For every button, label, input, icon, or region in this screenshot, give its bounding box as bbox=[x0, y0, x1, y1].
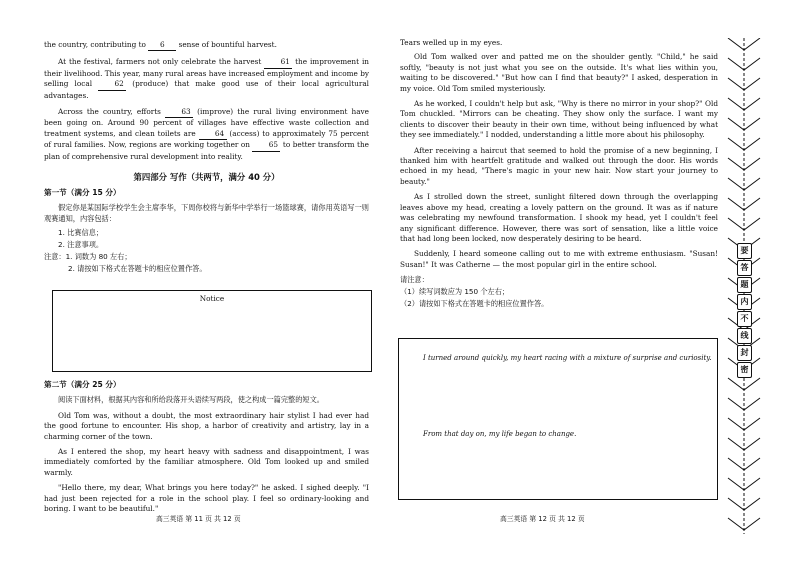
section-1-note-1: 注意：1. 词数为 80 左右； bbox=[44, 252, 132, 262]
seal-stamp-8: 密 bbox=[737, 362, 752, 378]
right-note-label: 请注意： bbox=[400, 275, 429, 285]
story-paragraph-3: "Hello there, my dear, What brings you here today?" he asked. I sighed deeply. "I had just been rejected for a role in the school play. I feel so ordinary-looking and boring. I want to be beautiful." bbox=[44, 483, 369, 514]
page-footer-right: 高三英语 第 12 页 共 12 页 bbox=[500, 515, 585, 523]
seal-stamp-2: 答 bbox=[737, 260, 752, 276]
blank-65: 65 bbox=[252, 140, 280, 151]
story-paragraph-5: Old Tom walked over and patted me on the shoulder gently. "Child," he said softly, "beauty is not just what you see on the outside. It's what lies within you, waiting to be discovered." "But how can I find that beauty?" I asked, desperation in my voice. Old Tom smiled mysteriously. bbox=[400, 52, 718, 93]
continuation-opening-1: I turned around quickly, my heart racing with a mixture of surprise and curiosity. bbox=[423, 354, 712, 362]
passage-paragraph-3: Across the country, efforts 63 (improve) the rural living environment have been going on. Around 90 percent of villages have effective waste collection and treatment systems, and clean toilets are 64 (access) to approximately 75 percent of rural families. Now, regions are working together on 65 to better transform the plan of comprehensive rural development into reality. bbox=[44, 107, 369, 161]
blank-61: 61 bbox=[264, 57, 292, 68]
blank-62: 62 bbox=[98, 79, 126, 90]
section-1-title: 第一节（满分 15 分） bbox=[44, 188, 121, 197]
blank-63: 63 bbox=[165, 107, 193, 118]
seal-stamp-6: 线 bbox=[737, 328, 752, 344]
page-footer-left: 高三英语 第 11 页 共 12 页 bbox=[156, 515, 241, 523]
story-paragraph-6: As he worked, I couldn't help but ask, "Why is there no mirror in your shop?" Old Tom chuckled. "Mirrors can be cheating. They show only the surface. I want my clients to discover their beauty in their own time, without being influenced by what they see immediately." I nodded, understanding a little more about his philosophy. bbox=[400, 99, 718, 140]
seal-stamp-4: 内 bbox=[737, 294, 752, 310]
seal-stamp-7: 封 bbox=[737, 345, 752, 361]
section-2-title: 第二节（满分 25 分） bbox=[44, 380, 121, 389]
seal-line-margin bbox=[724, 38, 764, 534]
notice-box-title: Notice bbox=[199, 294, 225, 303]
section-1-note-2: 2. 请按如下格式在答题卡的相应位置作答。 bbox=[68, 264, 207, 274]
continuation-answer-box bbox=[398, 338, 718, 500]
passage-paragraph-1: the country, contributing to 6 sense of bountiful harvest. bbox=[44, 40, 369, 51]
seal-stamp-1: 要 bbox=[737, 243, 752, 259]
section-1-item-1: 1. 比赛信息； bbox=[58, 228, 104, 238]
story-paragraph-9: Suddenly, I heard someone calling out to me with extreme enthusiasm. "Susan! Susan!" It was Catherne — the most popular girl in the entire school. bbox=[400, 249, 718, 269]
section-title: 第四部分 写作（共两节，满分 40 分） bbox=[133, 172, 280, 182]
story-paragraph-1: Old Tom was, without a doubt, the most extraordinary hair stylist I had ever had the good fortune to encounter. His shop, a harbor of creativity and artistry, lay in a charming corner of the town. bbox=[44, 410, 369, 441]
section-1-prompt: 假定你是某国际学校学生会主席李华，下周你校将与新华中学举行一场篮球赛，请你用英语写一则观赛通知，内容包括： bbox=[44, 203, 369, 224]
story-paragraph-2: As I entered the shop, my heart heavy with sadness and disappointment, I was immediately comforted by the familiar atmosphere. Old Tom looked up and smiled warmly. bbox=[44, 447, 369, 477]
notice-answer-box bbox=[52, 290, 372, 372]
blank-60: 6 bbox=[148, 40, 176, 51]
story-paragraph-7: After receiving a haircut that seemed to hold the promise of a new beginning, I thanked him with heartfelt gratitude and walked out through the door. His words echoed in my head, "There's magic in your new hair. Now start your journey to beauty." bbox=[400, 145, 718, 186]
right-note-2: （2）请按如下格式在答题卡的相应位置作答。 bbox=[400, 299, 549, 309]
story-paragraph-8: As I strolled down the street, sunlight filtered down through the overlapping leaves above my head, creating a lovely pattern on the ground. It was as if nature was celebrating my newfound transformation. I shook my head, yet I couldn't feel any significant difference. However, there was sort of sensation, like a little voice that had long been locked, now desperately desiring to be heard. bbox=[400, 192, 718, 243]
blank-64: 64 bbox=[199, 129, 227, 140]
story-paragraph-4: Tears welled up in my eyes. bbox=[400, 38, 503, 47]
seal-stamp-5: 不 bbox=[737, 311, 752, 327]
continuation-opening-2: From that day on, my life began to change. bbox=[423, 430, 577, 438]
passage-paragraph-2: At the festival, farmers not only celebrate the harvest 61 the improvement in their livelihood. This year, many rural areas have increased employment and income by selling local 62 (produce) that make good use of their local agricultural advantages. bbox=[44, 57, 370, 100]
right-note-1: （1）续写词数应为 150 个左右； bbox=[400, 287, 510, 297]
seal-stamp-3: 题 bbox=[737, 277, 752, 293]
section-2-prompt: 阅读下面材料，根据其内容和所给段落开头语续写两段，使之构成一篇完整的短文。 bbox=[58, 395, 324, 405]
section-1-item-2: 2. 注意事项。 bbox=[58, 240, 104, 250]
